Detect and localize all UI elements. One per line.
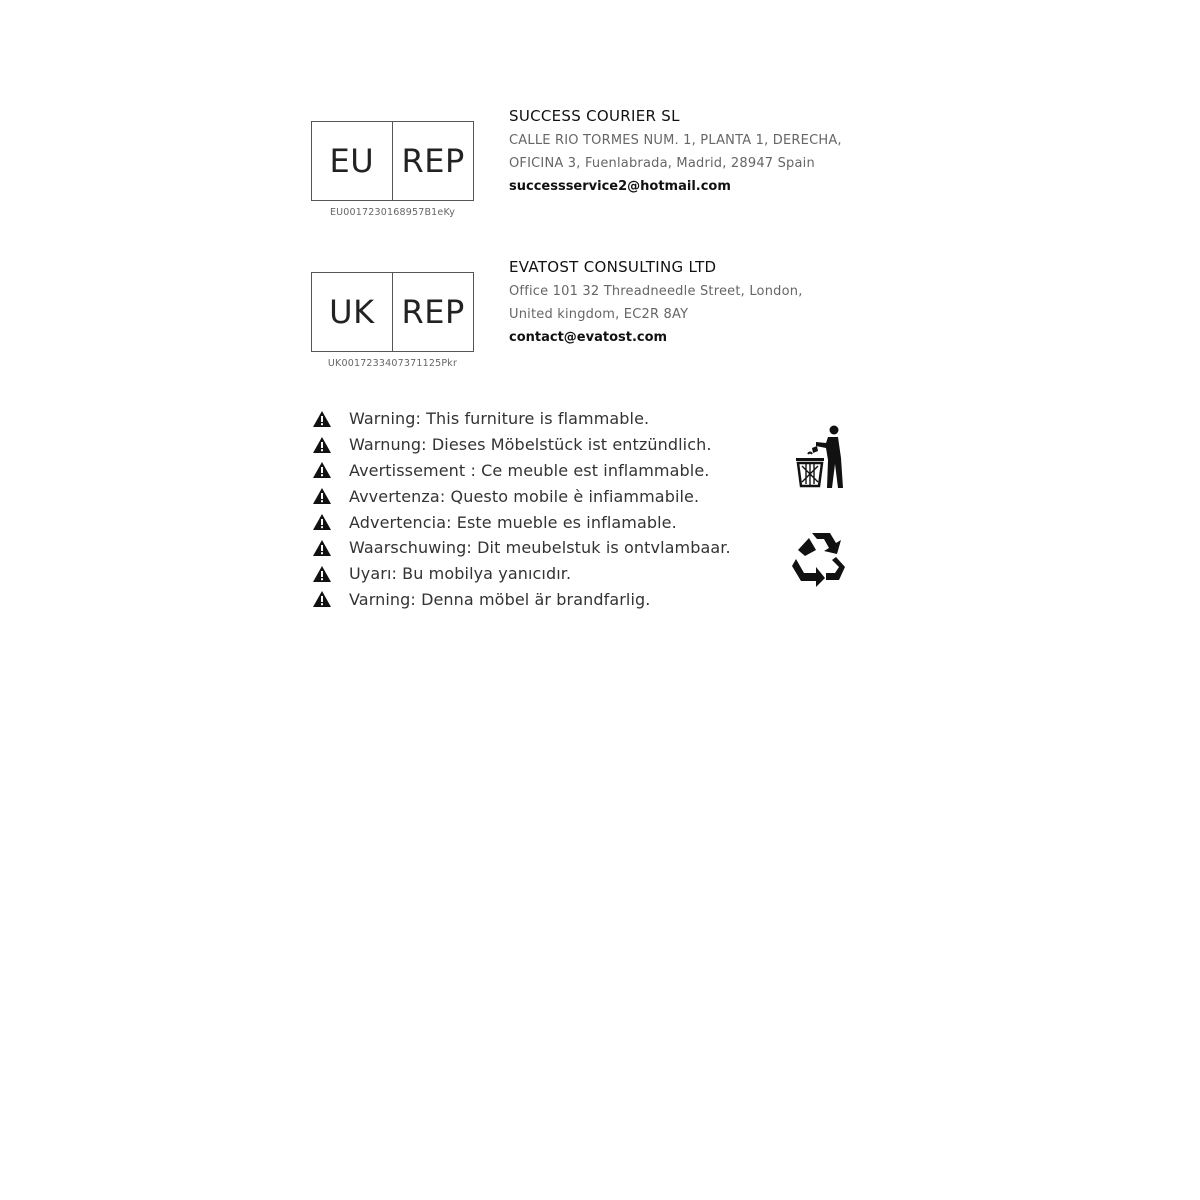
uk-company-email: contact@evatost.com bbox=[509, 330, 668, 345]
warning-triangle-icon bbox=[312, 513, 332, 531]
uk-rep-symbol bbox=[311, 272, 474, 352]
tidy-man-bin-icon bbox=[790, 424, 846, 490]
recycle-icon bbox=[790, 527, 852, 587]
warning-text: Uyarı: Bu mobilya yanıcıdır. bbox=[349, 564, 572, 584]
warning-text: Avertissement : Ce meuble est inflammable. bbox=[349, 460, 710, 480]
warning-triangle-icon bbox=[312, 461, 332, 479]
warning-text: Avvertenza: Questo mobile è infiammabile. bbox=[349, 486, 700, 506]
warning-triangle-icon bbox=[312, 565, 332, 583]
uk-company bbox=[509, 258, 803, 345]
eu-rep-symbol bbox=[311, 121, 474, 201]
warning-text: Varning: Denna möbel är brandfarlig. bbox=[349, 589, 651, 609]
warning-triangle-icon bbox=[312, 410, 332, 428]
uk-rep-right: REP bbox=[401, 293, 465, 331]
eu-rep-right: REP bbox=[401, 142, 465, 180]
warnings-list bbox=[312, 406, 731, 612]
uk-rep-block bbox=[311, 272, 474, 369]
warning-item bbox=[312, 587, 731, 613]
warning-text: Warnung: Dieses Möbelstück ist entzündlich. bbox=[349, 435, 712, 455]
uk-company-address-1: Office 101 32 Threadneedle Street, London, bbox=[509, 284, 803, 299]
warning-item bbox=[312, 561, 731, 587]
uk-rep-code: UK0017233407371125Pkr bbox=[327, 358, 458, 369]
eu-company-email: successservice2@hotmail.com bbox=[509, 179, 731, 194]
uk-rep-left: UK bbox=[329, 293, 375, 331]
warning-item bbox=[312, 406, 731, 432]
eu-company-address-2: OFICINA 3, Fuenlabrada, Madrid, 28947 Spain bbox=[509, 156, 815, 171]
eu-company-name: SUCCESS COURIER SL bbox=[509, 107, 680, 125]
warning-triangle-icon bbox=[312, 487, 332, 505]
uk-company-name: EVATOST CONSULTING LTD bbox=[509, 258, 717, 276]
warning-triangle-icon bbox=[312, 539, 332, 557]
warning-item bbox=[312, 535, 731, 561]
eu-rep-block bbox=[311, 121, 474, 218]
warning-item bbox=[312, 483, 731, 509]
eu-rep-code: EU0017230168957B1eKy bbox=[329, 207, 456, 218]
warning-triangle-icon bbox=[312, 436, 332, 454]
warning-text: Warning: This furniture is flammable. bbox=[349, 409, 650, 429]
warning-item bbox=[312, 458, 731, 484]
warning-text: Advertencia: Este mueble es inflamable. bbox=[349, 512, 677, 532]
eu-rep-left: EU bbox=[329, 142, 375, 180]
warning-item bbox=[312, 432, 731, 458]
warning-item bbox=[312, 509, 731, 535]
eu-company bbox=[509, 107, 842, 194]
warning-text: Waarschuwing: Dit meubelstuk is ontvlambaar. bbox=[349, 538, 731, 558]
eu-company-address-1: CALLE RIO TORMES NUM. 1, PLANTA 1, DERECHA, bbox=[509, 133, 842, 148]
uk-company-address-2: United kingdom, EC2R 8AY bbox=[509, 307, 689, 322]
warning-triangle-icon bbox=[312, 590, 332, 608]
